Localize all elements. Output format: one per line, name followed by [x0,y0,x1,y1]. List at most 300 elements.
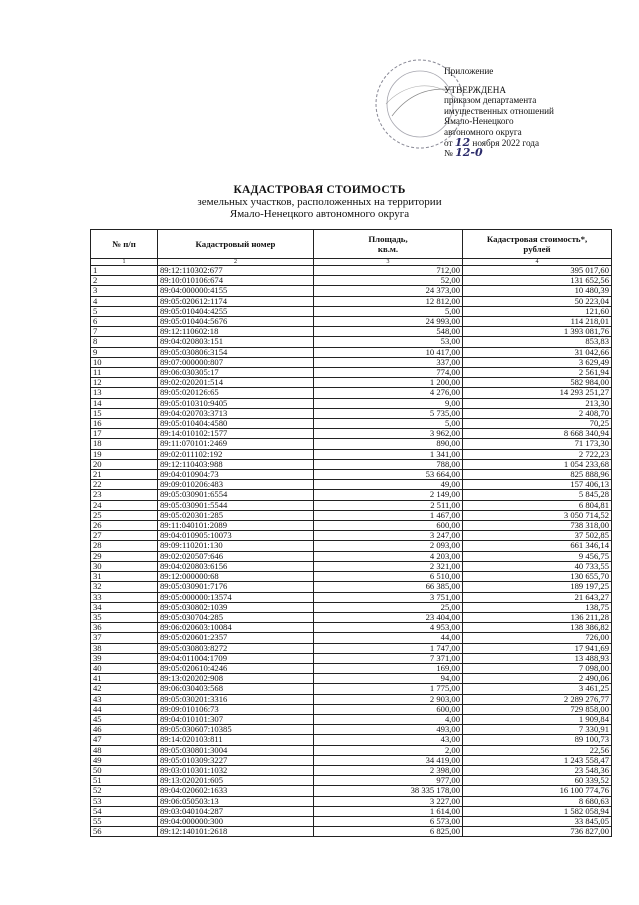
cadastral-value: 582 984,00 [463,378,612,388]
area-value: 2 321,00 [314,561,463,571]
cadastral-number: 89:04:020803:151 [158,337,314,347]
table-row [91,551,612,561]
cadastral-number: 89:04:011004:1709 [158,653,314,663]
row-number: 21 [91,470,158,480]
row-number: 55 [91,816,158,826]
cadastral-number: 89:12:110403:988 [158,459,314,469]
row-number: 6 [91,317,158,327]
cadastral-number: 89:12:140101:2618 [158,827,314,837]
area-value: 1 614,00 [314,806,463,816]
row-number: 39 [91,653,158,663]
row-number: 50 [91,765,158,775]
cadastral-value: 14 293 251,27 [463,388,612,398]
table-row [91,765,612,775]
row-number: 28 [91,541,158,551]
row-number: 30 [91,561,158,571]
area-value: 788,00 [314,459,463,469]
table-row [91,459,612,469]
table-row [91,684,612,694]
table-row [91,439,612,449]
cadastral-number: 89:04:020602:1633 [158,786,314,796]
area-value: 44,00 [314,633,463,643]
area-value: 10 417,00 [314,347,463,357]
annex-label: Приложение [444,66,494,76]
area-value: 3 962,00 [314,429,463,439]
title-heading: КАДАСТРОВАЯ СТОИМОСТЬ [233,184,406,196]
document-title [0,184,639,220]
cadastral-value: 1 054 233,68 [463,459,612,469]
row-number: 5 [91,306,158,316]
row-number: 16 [91,419,158,429]
cadastral-value: 121,60 [463,306,612,316]
cadastral-value: 157 406,13 [463,480,612,490]
cadastral-number: 89:04:010101:307 [158,714,314,724]
cadastral-number: 89:05:010310:9405 [158,398,314,408]
cadastral-number: 89:05:030803:8272 [158,643,314,653]
area-value: 2,00 [314,745,463,755]
row-number: 22 [91,480,158,490]
row-number: 15 [91,408,158,418]
cadastral-value: 23 548,36 [463,765,612,775]
table-row [91,531,612,541]
approval-line-2: имущественных отношений [444,105,554,116]
cadastral-value: 1 909,84 [463,714,612,724]
cadastral-value: 33 845,05 [463,816,612,826]
area-value: 1 341,00 [314,449,463,459]
cadastral-number: 89:13:020202:908 [158,674,314,684]
table-row [91,296,612,306]
cadastral-number: 89:02:020507:646 [158,551,314,561]
table-row [91,521,612,531]
cadastral-number: 89:04:010905:10073 [158,531,314,541]
table-row [91,347,612,357]
header-value: Кадастровая стоимость*, рублей [463,230,612,259]
cadastral-number: 89:05:020126:65 [158,388,314,398]
cadastral-number: 89:05:030607:10385 [158,725,314,735]
cadastral-number: 89:05:030704:285 [158,612,314,622]
table-row [91,776,612,786]
cadastral-value: 60 339,52 [463,776,612,786]
cadastral-number: 89:05:020610:4246 [158,663,314,673]
row-number: 8 [91,337,158,347]
cadastral-value: 130 655,70 [463,572,612,582]
cadastral-number: 89:06:050503:13 [158,796,314,806]
cadastral-number: 89:05:010404:5676 [158,317,314,327]
table-row [91,470,612,480]
table-row [91,735,612,745]
table-row [91,541,612,551]
area-value: 1 747,00 [314,643,463,653]
cadastral-value: 2 561,94 [463,368,612,378]
row-number: 18 [91,439,158,449]
area-value: 890,00 [314,439,463,449]
row-number: 23 [91,490,158,500]
title-sub-2: Ямало-Ненецкого автономного округа [229,208,410,220]
table-row [91,704,612,714]
area-value: 600,00 [314,521,463,531]
approval-number: № 12-0 [444,146,483,160]
area-value: 6 825,00 [314,827,463,837]
table-row [91,317,612,327]
cadastral-number: 89:12:110602:18 [158,327,314,337]
cadastral-number: 89:06:030305:17 [158,368,314,378]
cadastral-value: 2 408,70 [463,408,612,418]
area-value: 1 775,00 [314,684,463,694]
area-value: 25,00 [314,602,463,612]
table-row [91,357,612,367]
table-row [91,388,612,398]
table-row [91,674,612,684]
col-number-2: 2 [158,259,314,266]
row-number: 40 [91,663,158,673]
cadastral-value: 7 098,00 [463,663,612,673]
approval-line-4: автономного округа [444,126,522,137]
row-number: 36 [91,623,158,633]
row-number: 33 [91,592,158,602]
area-value: 3 227,00 [314,796,463,806]
area-value: 2 511,00 [314,500,463,510]
row-number: 56 [91,827,158,837]
table-row [91,796,612,806]
table-row [91,408,612,418]
row-number: 48 [91,745,158,755]
table-row [91,694,612,704]
row-number: 11 [91,368,158,378]
table-row [91,602,612,612]
area-value: 49,00 [314,480,463,490]
cadastral-number: 89:09:110201:130 [158,541,314,551]
cadastral-number: 89:04:000000:4155 [158,286,314,296]
row-number: 46 [91,725,158,735]
table-row [91,827,612,837]
row-number: 51 [91,776,158,786]
table-row [91,582,612,592]
cadastral-value: 37 502,85 [463,531,612,541]
area-value: 6 573,00 [314,816,463,826]
col-number-1: 1 [91,259,158,266]
cadastral-value: 1 243 558,47 [463,755,612,765]
table-row [91,725,612,735]
area-value: 34 419,00 [314,755,463,765]
area-value: 600,00 [314,704,463,714]
table-row [91,480,612,490]
row-number: 17 [91,429,158,439]
cadastral-number: 89:14:020103:811 [158,735,314,745]
table-row [91,714,612,724]
cadastral-number: 89:02:011102:192 [158,449,314,459]
cadastral-value: 114 218,01 [463,317,612,327]
cadastral-value: 138 386,82 [463,623,612,633]
row-number: 52 [91,786,158,796]
cadastral-value: 853,83 [463,337,612,347]
table-row [91,572,612,582]
approval-date: от 12 ноября 2022 года [444,135,540,149]
area-value: 6 510,00 [314,572,463,582]
cadastral-value: 738 318,00 [463,521,612,531]
table-row [91,266,612,276]
table-row [91,510,612,520]
cadastral-value: 138,75 [463,602,612,612]
area-value: 712,00 [314,266,463,276]
cadastral-table [90,229,612,837]
cadastral-number: 89:05:030801:3004 [158,745,314,755]
cadastral-value: 70,25 [463,419,612,429]
cadastral-value: 10 480,39 [463,286,612,296]
cadastral-number: 89:05:020601:2357 [158,633,314,643]
area-value: 9,00 [314,398,463,408]
row-number: 19 [91,449,158,459]
cadastral-value: 726,00 [463,633,612,643]
cadastral-number: 89:05:020301:285 [158,510,314,520]
table-row [91,561,612,571]
table-row [91,653,612,663]
title-sub-1: земельных участков, расположенных на территории [197,196,442,208]
table-row [91,612,612,622]
cadastral-number: 89:04:010904:73 [158,470,314,480]
cadastral-value: 9 456,75 [463,551,612,561]
cadastral-value: 136 211,28 [463,612,612,622]
row-number: 20 [91,459,158,469]
approval-block [444,66,554,159]
area-value: 3 247,00 [314,531,463,541]
row-number: 27 [91,531,158,541]
cadastral-number: 89:03:010301:1032 [158,765,314,775]
cadastral-value: 16 100 774,76 [463,786,612,796]
table-row [91,633,612,643]
row-number: 12 [91,378,158,388]
row-number: 47 [91,735,158,745]
header-cadastral: Кадастровый номер [158,230,314,259]
table-row [91,398,612,408]
cadastral-number: 89:14:010102:1577 [158,429,314,439]
area-value: 38 335 178,00 [314,786,463,796]
cadastral-value: 189 197,25 [463,582,612,592]
table-row [91,806,612,816]
cadastral-number: 89:05:010404:4580 [158,419,314,429]
area-value: 1 467,00 [314,510,463,520]
area-value: 23 404,00 [314,612,463,622]
row-number: 43 [91,694,158,704]
cadastral-number: 89:05:020612:1174 [158,296,314,306]
cadastral-value: 5 845,28 [463,490,612,500]
cadastral-value: 3 461,25 [463,684,612,694]
row-number: 38 [91,643,158,653]
cadastral-value: 50 223,04 [463,296,612,306]
table-row [91,592,612,602]
table-row [91,419,612,429]
row-number: 1 [91,266,158,276]
row-number: 4 [91,296,158,306]
cadastral-number: 89:11:070101:2469 [158,439,314,449]
col-number-3: 3 [314,259,463,266]
table-row [91,337,612,347]
area-value: 2 149,00 [314,490,463,500]
cadastral-number: 89:12:000000:68 [158,572,314,582]
row-number: 35 [91,612,158,622]
row-number: 10 [91,357,158,367]
row-number: 26 [91,521,158,531]
table-row [91,327,612,337]
cadastral-value: 825 888,96 [463,470,612,480]
cadastral-value: 89 100,73 [463,735,612,745]
cadastral-value: 2 490,06 [463,674,612,684]
area-value: 1 200,00 [314,378,463,388]
table-row [91,429,612,439]
row-number: 41 [91,674,158,684]
area-value: 52,00 [314,276,463,286]
area-value: 169,00 [314,663,463,673]
table-row [91,276,612,286]
area-value: 53,00 [314,337,463,347]
cadastral-value: 8 680,63 [463,796,612,806]
row-number: 37 [91,633,158,643]
table-row [91,663,612,673]
cadastral-value: 3 050 714,52 [463,510,612,520]
row-number: 9 [91,347,158,357]
cadastral-number: 89:04:020703:3713 [158,408,314,418]
cadastral-value: 2 722,23 [463,449,612,459]
cadastral-number: 89:04:020803:6156 [158,561,314,571]
cadastral-number: 89:03:040104:287 [158,806,314,816]
area-value: 4 276,00 [314,388,463,398]
approval-line-1: приказом департамента [444,95,537,106]
cadastral-value: 3 629,49 [463,357,612,367]
area-value: 43,00 [314,735,463,745]
cadastral-number: 89:05:010309:3227 [158,755,314,765]
area-value: 4 953,00 [314,623,463,633]
cadastral-number: 89:05:010404:4255 [158,306,314,316]
table-body [91,266,612,837]
table-row [91,786,612,796]
area-value: 2 398,00 [314,765,463,775]
area-value: 94,00 [314,674,463,684]
cadastral-number: 89:05:030806:3154 [158,347,314,357]
table-row [91,378,612,388]
table-row [91,623,612,633]
row-number: 7 [91,327,158,337]
cadastral-value: 40 733,55 [463,561,612,571]
area-value: 548,00 [314,327,463,337]
row-number: 29 [91,551,158,561]
row-number: 44 [91,704,158,714]
row-number: 3 [91,286,158,296]
row-number: 45 [91,714,158,724]
cadastral-number: 89:12:110302:677 [158,266,314,276]
cadastral-value: 661 346,14 [463,541,612,551]
cadastral-value: 729 858,00 [463,704,612,714]
area-value: 12 812,00 [314,296,463,306]
cadastral-value: 1 393 081,76 [463,327,612,337]
approval-line-3: Ямало-Ненецкого [444,116,514,127]
table-row [91,286,612,296]
area-value: 24 993,00 [314,317,463,327]
area-value: 5,00 [314,419,463,429]
area-value: 66 385,00 [314,582,463,592]
area-value: 774,00 [314,368,463,378]
area-value: 53 664,00 [314,470,463,480]
cadastral-value: 13 488,93 [463,653,612,663]
table-row [91,500,612,510]
area-value: 337,00 [314,357,463,367]
row-number: 53 [91,796,158,806]
cadastral-value: 736 827,00 [463,827,612,837]
cadastral-number: 89:13:020201:605 [158,776,314,786]
table-row [91,368,612,378]
cadastral-value: 17 941,69 [463,643,612,653]
row-number: 2 [91,276,158,286]
table-row [91,306,612,316]
cadastral-number: 89:05:000000:13574 [158,592,314,602]
approved-label: УТВЕРЖДЕНА [444,84,507,95]
area-value: 2 093,00 [314,541,463,551]
cadastral-number: 89:06:030403:568 [158,684,314,694]
table-row [91,745,612,755]
area-value: 5,00 [314,306,463,316]
row-number: 25 [91,510,158,520]
area-value: 4,00 [314,714,463,724]
row-number: 42 [91,684,158,694]
cadastral-number: 89:09:010206:483 [158,480,314,490]
row-number: 34 [91,602,158,612]
header-number: № п/п [91,230,158,259]
number-handwritten: 12-0 [455,146,483,160]
row-number: 31 [91,572,158,582]
cadastral-value: 395 017,60 [463,266,612,276]
table-row [91,816,612,826]
table-row [91,643,612,653]
area-value: 493,00 [314,725,463,735]
cadastral-number: 89:05:030201:3316 [158,694,314,704]
cadastral-number: 89:05:030901:5544 [158,500,314,510]
cadastral-number: 89:11:040101:2089 [158,521,314,531]
cadastral-value: 131 652,56 [463,276,612,286]
cadastral-value: 1 582 058,94 [463,806,612,816]
cadastral-number: 89:05:030901:7176 [158,582,314,592]
cadastral-value: 21 643,27 [463,592,612,602]
cadastral-number: 89:05:030802:1039 [158,602,314,612]
col-number-4: 4 [463,259,612,266]
row-number: 54 [91,806,158,816]
table-row [91,449,612,459]
row-number: 13 [91,388,158,398]
area-value: 24 373,00 [314,286,463,296]
table-row [91,490,612,500]
area-value: 7 371,00 [314,653,463,663]
row-number: 14 [91,398,158,408]
cadastral-number: 89:07:000000:807 [158,357,314,367]
row-number: 32 [91,582,158,592]
area-value: 2 903,00 [314,694,463,704]
cadastral-value: 213,30 [463,398,612,408]
area-value: 3 751,00 [314,592,463,602]
row-number: 24 [91,500,158,510]
date-handwritten: 12 [454,135,471,149]
cadastral-number: 89:09:010106:73 [158,704,314,714]
area-value: 977,00 [314,776,463,786]
table-row [91,755,612,765]
area-value: 4 203,00 [314,551,463,561]
cadastral-number: 89:02:020201:514 [158,378,314,388]
cadastral-number: 89:05:030901:6554 [158,490,314,500]
header-area: Площадь, кв.м. [314,230,463,259]
cadastral-value: 71 173,30 [463,439,612,449]
cadastral-value: 31 042,66 [463,347,612,357]
cadastral-value: 7 330,91 [463,725,612,735]
cadastral-number: 89:10:010106:674 [158,276,314,286]
area-value: 5 735,00 [314,408,463,418]
row-number: 49 [91,755,158,765]
cadastral-value: 2 289 276,77 [463,694,612,704]
